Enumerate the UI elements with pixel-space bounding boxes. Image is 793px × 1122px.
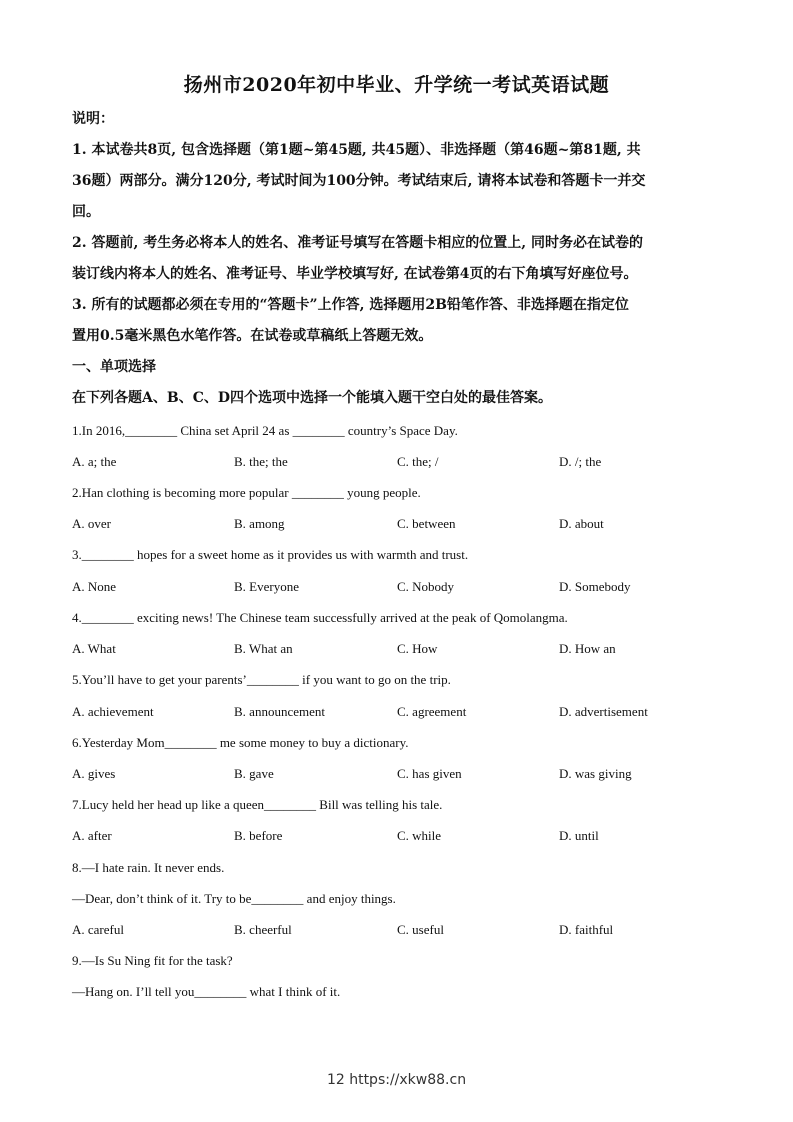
question-options	[72, 921, 722, 939]
page-title: 扬州市2020年初中毕业、升学统一考试英语试题	[183, 74, 610, 96]
question-options	[72, 640, 722, 658]
option-c: C. while	[397, 828, 442, 843]
option-d: D. until	[559, 828, 599, 843]
page-footer: 12 https://xkw88.cn	[326, 1072, 467, 1088]
option-a: A. after	[72, 828, 112, 843]
question-options	[72, 827, 722, 845]
option-b: B. cheerful	[234, 922, 292, 937]
option-a: A. What	[72, 641, 116, 656]
option-d: D. was giving	[559, 766, 632, 781]
instruction-line: 2. 答题前, 考生务必将本人的姓名、准考证号填写在答题卡相应的位置上, 同时务必在试卷的	[72, 235, 643, 251]
option-d: D. Somebody	[559, 579, 631, 594]
question-stem-reply: —Hang on. I’ll tell you________ what I think of it.	[72, 984, 341, 999]
instruction-line: 回。	[72, 204, 100, 220]
question-stem-reply: —Dear, don’t think of it. Try to be________ and enjoy things.	[72, 891, 396, 906]
question-stem: 5.You’ll have to get your parents’________ if you want to go on the trip.	[72, 672, 451, 687]
question-options	[72, 453, 722, 471]
option-d: D. /; the	[559, 454, 602, 469]
option-a: A. achievement	[72, 704, 154, 719]
instruction-line: 1. 本试卷共8页, 包含选择题（第1题~第45题, 共45题）、非选择题（第46题~第81题, 共	[72, 142, 641, 158]
option-a: A. over	[72, 516, 111, 531]
question-stem: 6.Yesterday Mom________ me some money to buy a dictionary.	[72, 735, 409, 750]
option-a: A. a; the	[72, 454, 117, 469]
option-a: A. gives	[72, 766, 116, 781]
option-d: D. advertisement	[559, 704, 648, 719]
question-stem: 3.________ hopes for a sweet home as it provides us with warmth and trust.	[72, 547, 469, 562]
option-d: D. faithful	[559, 922, 614, 937]
question-options	[72, 703, 722, 721]
instruction-line: 36题）两部分。满分120分, 考试时间为100分钟。考试结束后, 请将本试卷和答题卡一并交	[72, 173, 646, 189]
option-b: B. What an	[234, 641, 293, 656]
instruction-line: 置用0.5毫米黑色水笔作答。在试卷或草稿纸上答题无效。	[72, 328, 433, 344]
instruction-line: 3. 所有的试题都必须在专用的“答题卡”上作答, 选择题用2B铅笔作答、非选择题在指定位	[72, 297, 629, 313]
option-b: B. Everyone	[234, 579, 299, 594]
option-c: C. useful	[397, 922, 444, 937]
section-directions: 在下列各题A、B、C、D四个选项中选择一个能填入题干空白处的最佳答案。	[72, 390, 552, 406]
option-a: A. None	[72, 579, 117, 594]
question-stem: 4.________ exciting news! The Chinese team successfully arrived at the peak of Qomolangma.	[72, 610, 568, 625]
option-b: B. before	[234, 828, 283, 843]
section-heading: 一、单项选择	[72, 359, 156, 375]
option-d: D. How an	[559, 641, 616, 656]
question-stem: 8.—I hate rain. It never ends.	[72, 860, 225, 875]
instruction-line: 装订线内将本人的姓名、准考证号、毕业学校填写好, 在试卷第4页的右下角填写好座位号。	[72, 266, 638, 282]
option-b: B. the; the	[234, 454, 288, 469]
option-c: C. Nobody	[397, 579, 455, 594]
option-a: A. careful	[72, 922, 124, 937]
option-b: B. announcement	[234, 704, 325, 719]
option-d: D. about	[559, 516, 604, 531]
option-c: C. How	[397, 641, 438, 656]
option-c: C. the; /	[397, 454, 439, 469]
question-stem: 7.Lucy held her head up like a queen________ Bill was telling his tale.	[72, 797, 443, 812]
option-b: B. gave	[234, 766, 274, 781]
question-stem: 9.—Is Su Ning fit for the task?	[72, 953, 233, 968]
instructions-heading: 说明：	[72, 111, 114, 127]
option-b: B. among	[234, 516, 285, 531]
option-c: C. has given	[397, 766, 462, 781]
question-options	[72, 515, 722, 533]
question-options	[72, 578, 722, 596]
question-stem: 1.In 2016,________ China set April 24 as ________ country’s Space Day.	[72, 423, 458, 438]
question-stem: 2.Han clothing is becoming more popular ________ young people.	[72, 485, 421, 500]
option-c: C. agreement	[397, 704, 467, 719]
question-options	[72, 765, 722, 783]
option-c: C. between	[397, 516, 456, 531]
